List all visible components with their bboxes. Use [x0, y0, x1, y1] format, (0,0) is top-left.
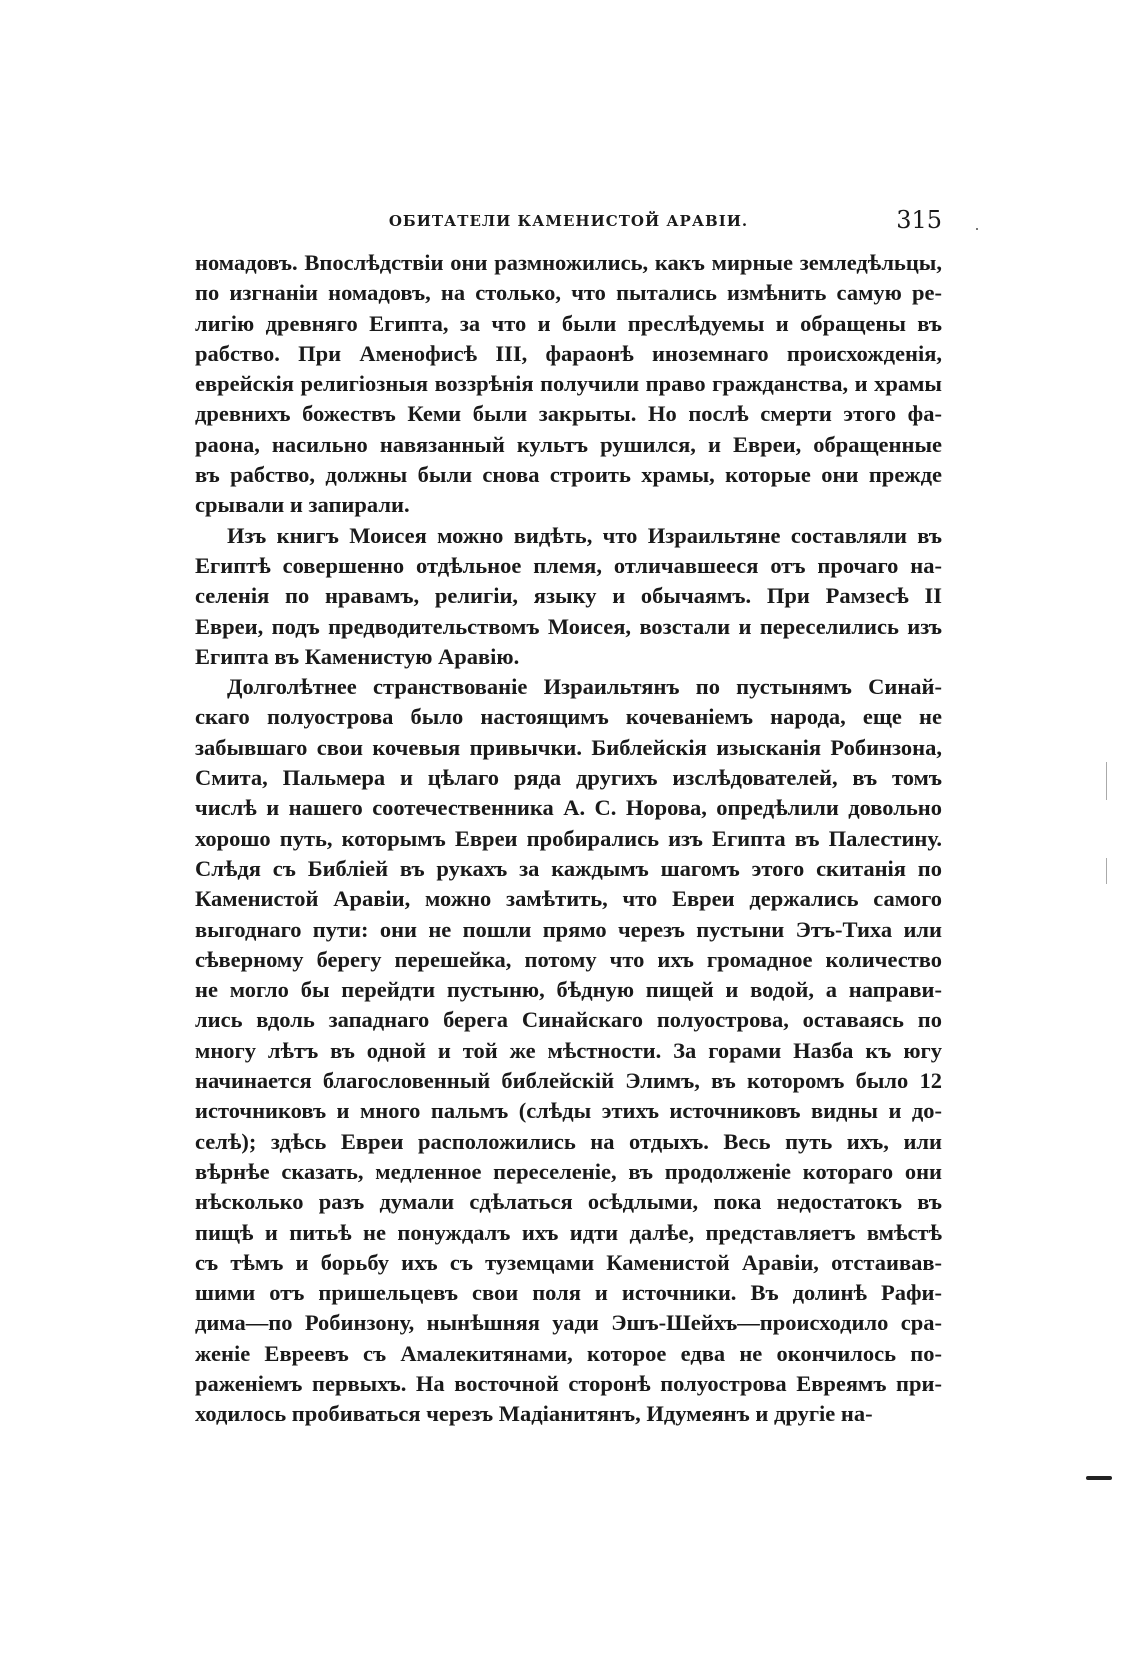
text-line: съ тѣмъ и борьбу ихъ съ туземцами Каменистой Аравіи, отстаивав-: [195, 1249, 942, 1275]
text-line: шими отъ пришельцевъ свои поля и источники. Въ долинѣ Рафи-: [195, 1280, 942, 1306]
text-line: еврейскія религіозныя воззрѣнія получили право гражданства, и храмы: [195, 371, 942, 397]
text-line: по изгнаніи номадовъ, на столько, что пытались измѣнить самую ре-: [195, 280, 942, 306]
text-line: вѣрнѣе сказать, медленное переселеніе, въ продолженіе котораго они: [195, 1158, 942, 1184]
text-line: забывшаго свои кочевыя привычки. Библейскія изысканія Робинзона,: [195, 734, 942, 760]
text-line: Египта въ Каменистую Аравію.: [195, 643, 520, 669]
text-line: номадовъ. Впослѣдствіи они размножились, какъ мирные земледѣльцы,: [195, 250, 942, 275]
text-line: скаго полуострова было настоящимъ кочеваніемъ народа, еще не: [195, 704, 942, 730]
text-line: хорошо путь, которымъ Евреи пробирались изъ Египта въ Палестину.: [195, 825, 942, 851]
text-line: раженіемъ первыхъ. На восточной сторонѣ полуострова Евреямъ при-: [195, 1370, 942, 1396]
text-line: въ рабство, должны были снова строить храмы, которые они прежде: [195, 462, 942, 488]
running-title: ОБИТАТЕЛИ КАМЕНИСТОЙ АРАВІИ.: [388, 212, 749, 230]
text-line: Каменистой Аравіи, можно замѣтить, что Евреи держались самого: [195, 886, 942, 912]
margin-dash: [1086, 1476, 1112, 1480]
text-line: начинается благословенный библейскій Элимъ, въ которомъ было 12: [195, 1068, 942, 1094]
margin-mark: [1106, 762, 1107, 800]
text-line: древнихъ божествъ Кеми были закрыты. Но послѣ смерти этого фа-: [195, 401, 942, 427]
margin-speck: [976, 228, 978, 230]
text-line: лись вдоль западнаго берега Синайскаго полуострова, оставаясь по: [195, 1007, 942, 1033]
page-number: 315: [896, 206, 942, 234]
text-line: Смита, Пальмера и цѣлаго ряда другихъ изслѣдователей, въ томъ: [195, 765, 942, 791]
text-line: лигію древняго Египта, за что и были преслѣдуемы и обращены въ: [195, 310, 942, 336]
text-line: срывали и запирали.: [195, 492, 410, 518]
text-line: выгоднаго пути: они не пошли прямо черезъ пустыни Этъ-Тиха или: [195, 916, 942, 942]
text-line: Слѣдя съ Библіей въ рукахъ за каждымъ шагомъ этого скитанія по: [195, 855, 942, 881]
text-line: женіе Евреевъ съ Амалекитянами, которое едва не окончилось по-: [195, 1340, 942, 1366]
text-line: дима—по Робинзону, нынѣшняя уади Эшъ-Шейхъ—происходило сра-: [195, 1310, 942, 1336]
text-line: сѣверному берегу перешейка, потому что ихъ громадное количество: [195, 946, 942, 972]
text-line: раона, насильно навязанный культъ рушился, и Евреи, обращенные: [195, 431, 942, 457]
text-line: рабство. При Аменофисѣ III, фараонѣ иноземнаго происхожденія,: [195, 340, 942, 366]
text-line: Евреи, подъ предводительствомъ Моисея, возстали и переселились изъ: [195, 613, 942, 639]
text-line: нѣсколько разъ думали сдѣлаться осѣдлыми, пока недостатокъ въ: [195, 1189, 942, 1215]
text-line: многу лѣтъ въ одной и той же мѣстности. За горами Назба къ югу: [195, 1037, 942, 1063]
text-line: пищѣ и питьѣ не понуждалъ ихъ идти далѣе, представляетъ вмѣстѣ: [195, 1219, 942, 1245]
text-line: ходилось пробиваться черезъ Мадіанитянъ, Идумеянъ и другіе на-: [195, 1401, 873, 1427]
text-line: не могло бы перейдти пустыню, бѣдную пищей и водой, а направи-: [195, 977, 942, 1003]
text-line: Египтѣ совершенно отдѣльное племя, отличавшееся отъ прочаго на-: [195, 552, 942, 578]
margin-mark: [1106, 858, 1107, 884]
text-line: Изъ книгъ Моисея можно видѣть, что Израильтяне составляли въ: [227, 522, 942, 548]
body-text: [195, 248, 942, 1430]
text-line: селѣ); здѣсь Евреи расположились на отдыхъ. Весь путь ихъ, или: [195, 1128, 942, 1154]
running-head: [195, 198, 942, 238]
text-line: источниковъ и много пальмъ (слѣды этихъ источниковъ видны и до-: [195, 1098, 942, 1124]
text-line: числѣ и нашего соотечественника А. С. Норова, опредѣлили довольно: [195, 795, 942, 821]
text-line: Долголѣтнее странствованіе Израильтянъ по пустынямъ Синай-: [227, 674, 942, 700]
text-line: селенія по нравамъ, религіи, языку и обычаямъ. При Рамзесѣ II: [195, 583, 942, 609]
book-page: [195, 198, 942, 1430]
